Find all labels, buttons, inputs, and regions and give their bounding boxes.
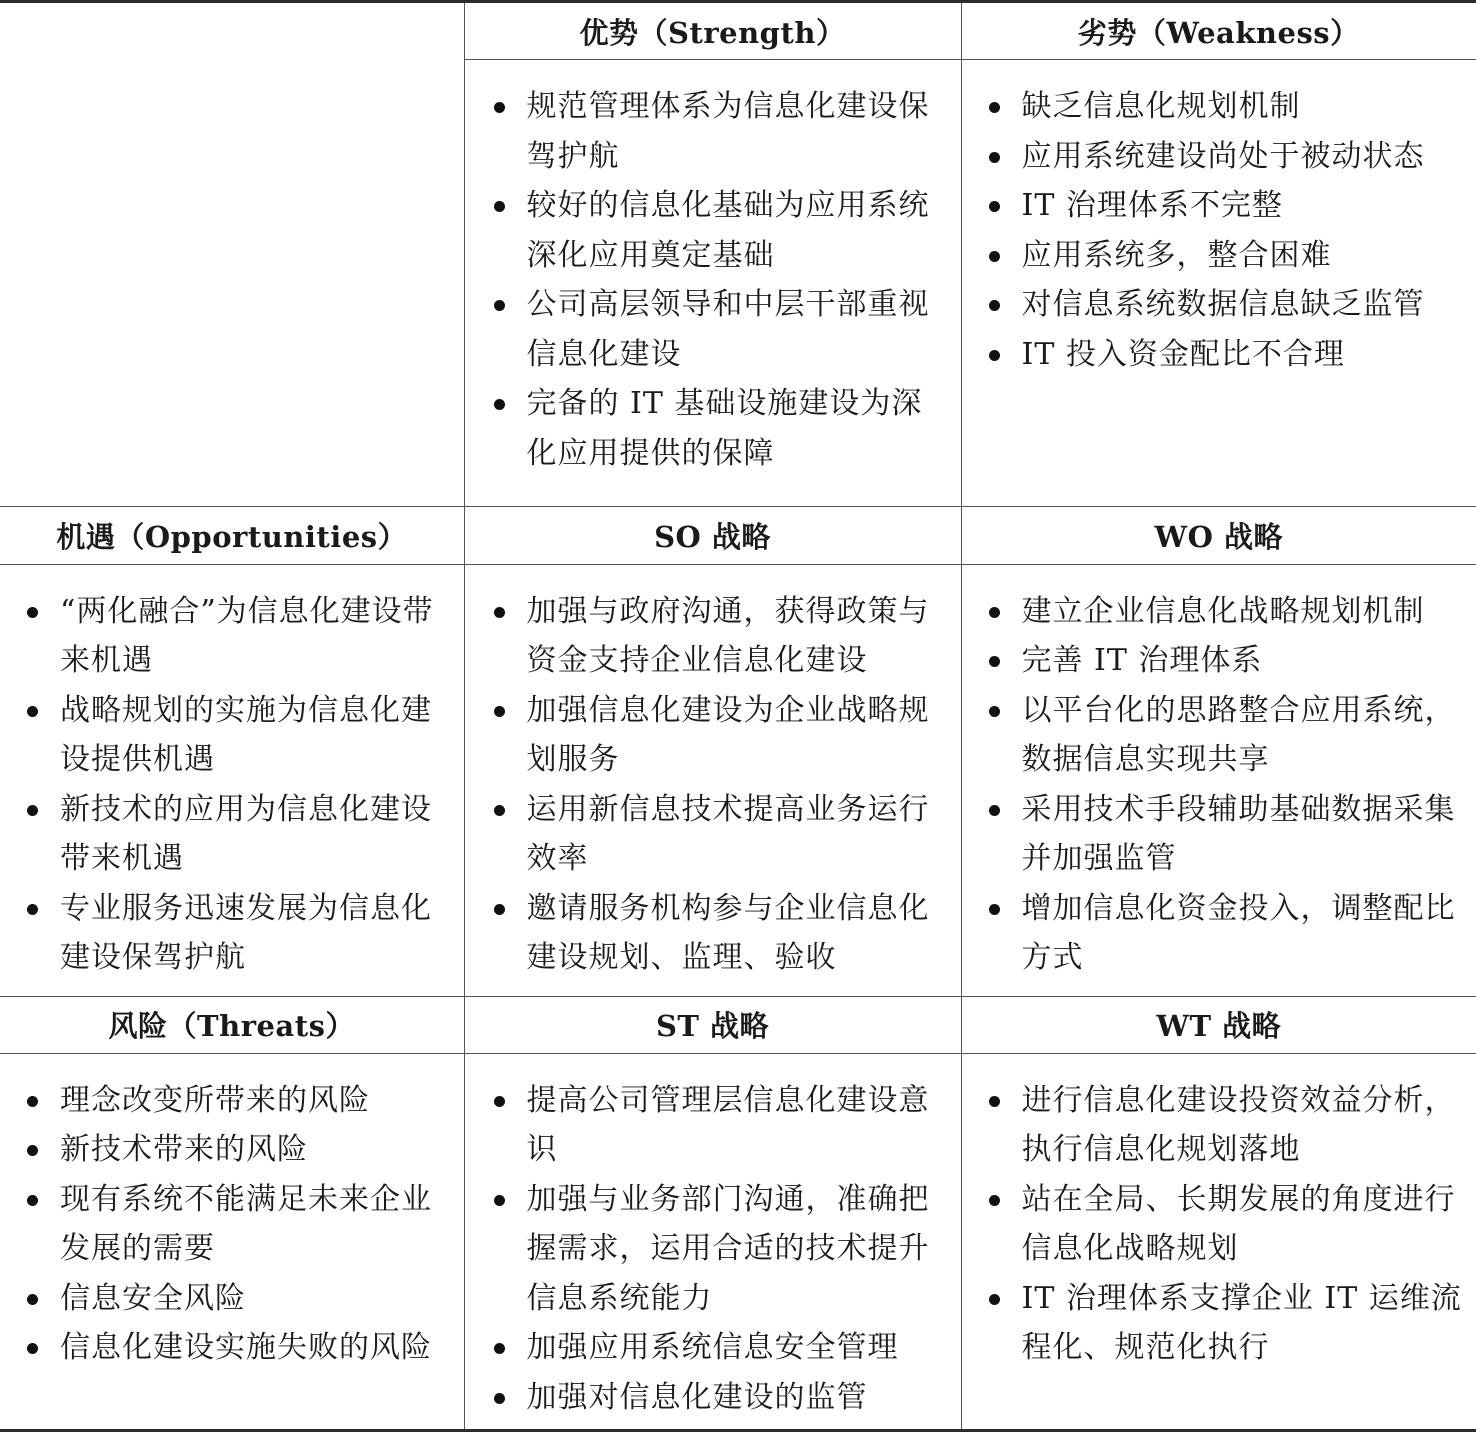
weakness-list xyxy=(962,60,1476,379)
list-item: 完善 IT 治理体系 xyxy=(984,636,1465,686)
list-item: 加强与业务部门沟通，准确把握需求，运用合适的技术提升信息系统能力 xyxy=(489,1175,947,1324)
list-item: 理念改变所带来的风险 xyxy=(22,1076,450,1126)
list-item: 规范管理体系为信息化建设保驾护航 xyxy=(489,82,947,181)
opportunities-cell xyxy=(0,564,464,996)
strength-cell xyxy=(464,60,961,507)
list-item: 新技术带来的风险 xyxy=(22,1125,450,1175)
corner-cell xyxy=(0,2,464,507)
wo-strategy-cell xyxy=(961,564,1476,996)
list-item: 以平台化的思路整合应用系统，数据信息实现共享 xyxy=(984,686,1465,785)
list-item: 应用系统多，整合困难 xyxy=(984,231,1465,281)
list-item: 加强与政府沟通，获得政策与资金支持企业信息化建设 xyxy=(489,587,947,686)
list-item: 应用系统建设尚处于被动状态 xyxy=(984,132,1465,182)
list-item: 缺乏信息化规划机制 xyxy=(984,82,1465,132)
so-strategy-list xyxy=(465,565,961,983)
list-item: 加强对信息化建设的监管 xyxy=(489,1373,947,1423)
list-item: 对信息系统数据信息缺乏监管 xyxy=(984,280,1465,330)
wt-strategy-list xyxy=(962,1054,1476,1373)
list-item: 邀请服务机构参与企业信息化建设规划、监理、验收 xyxy=(489,884,947,983)
threats-header: 风险（Threats） xyxy=(0,996,464,1053)
threats-list xyxy=(0,1054,464,1373)
threats-cell xyxy=(0,1053,464,1430)
list-item: 增加信息化资金投入，调整配比方式 xyxy=(984,884,1465,983)
list-item: 专业服务迅速发展为信息化建设保驾护航 xyxy=(22,884,450,983)
list-item: 完备的 IT 基础设施建设为深化应用提供的保障 xyxy=(489,379,947,478)
wt-strategy-cell xyxy=(961,1053,1476,1430)
list-item: 建立企业信息化战略规划机制 xyxy=(984,587,1465,637)
st-strategy-header: ST 战略 xyxy=(464,996,961,1053)
list-item: 战略规划的实施为信息化建设提供机遇 xyxy=(22,686,450,785)
list-item: 运用新信息技术提高业务运行效率 xyxy=(489,785,947,884)
strength-list xyxy=(465,60,961,478)
st-strategy-cell xyxy=(464,1053,961,1430)
wo-strategy-header: WO 战略 xyxy=(961,507,1476,564)
list-item: 加强应用系统信息安全管理 xyxy=(489,1323,947,1373)
list-item: 提高公司管理层信息化建设意识 xyxy=(489,1076,947,1175)
list-item: IT 治理体系支撑企业 IT 运维流程化、规范化执行 xyxy=(984,1274,1465,1373)
list-item: 信息安全风险 xyxy=(22,1274,450,1324)
list-item: IT 治理体系不完整 xyxy=(984,181,1465,231)
weakness-cell xyxy=(961,60,1476,507)
wo-strategy-list xyxy=(962,565,1476,983)
wt-strategy-header: WT 战略 xyxy=(961,996,1476,1053)
opportunities-header: 机遇（Opportunities） xyxy=(0,507,464,564)
list-item: “两化融合”为信息化建设带来机遇 xyxy=(22,587,450,686)
weakness-header: 劣势（Weakness） xyxy=(961,2,1476,60)
list-item: IT 投入资金配比不合理 xyxy=(984,330,1465,380)
list-item: 信息化建设实施失败的风险 xyxy=(22,1323,450,1373)
opportunities-list xyxy=(0,565,464,983)
list-item: 加强信息化建设为企业战略规划服务 xyxy=(489,686,947,785)
so-strategy-cell xyxy=(464,564,961,996)
list-item: 新技术的应用为信息化建设带来机遇 xyxy=(22,785,450,884)
list-item: 现有系统不能满足未来企业发展的需要 xyxy=(22,1175,450,1274)
list-item: 采用技术手段辅助基础数据采集并加强监管 xyxy=(984,785,1465,884)
st-strategy-list xyxy=(465,1054,961,1423)
list-item: 公司高层领导和中层干部重视信息化建设 xyxy=(489,280,947,379)
strength-header: 优势（Strength） xyxy=(464,2,961,60)
list-item: 站在全局、长期发展的角度进行信息化战略规划 xyxy=(984,1175,1465,1274)
list-item: 较好的信息化基础为应用系统深化应用奠定基础 xyxy=(489,181,947,280)
so-strategy-header: SO 战略 xyxy=(464,507,961,564)
list-item: 进行信息化建设投资效益分析，执行信息化规划落地 xyxy=(984,1076,1465,1175)
